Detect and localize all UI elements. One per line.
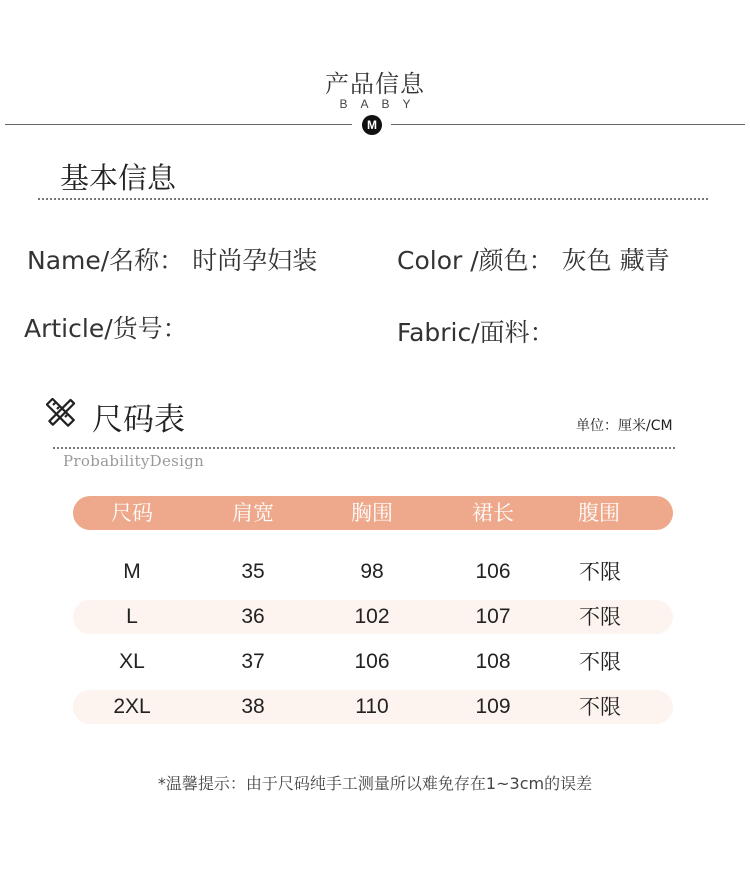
cell-belly: 不限	[579, 560, 621, 584]
col-header-shoulder: 肩宽	[232, 501, 274, 525]
ruler-pencil-icon	[46, 398, 76, 428]
size-table-header	[73, 496, 673, 530]
fabric-field	[397, 313, 555, 349]
col-header-length: 裙长	[472, 501, 514, 525]
color-field	[397, 241, 670, 277]
cell-belly: 不限	[579, 650, 621, 674]
name-value: 时尚孕妇装	[192, 246, 318, 275]
cell-bust: 98	[360, 560, 384, 583]
cell-shoulder: 37	[241, 650, 265, 673]
cell-length: 106	[475, 560, 511, 583]
article-label: Article/货号：	[24, 314, 188, 343]
cell-length: 109	[475, 695, 511, 718]
fabric-label: Fabric/面料：	[397, 318, 555, 347]
brand-subtitle: BABY	[339, 97, 424, 111]
col-header-bust: 胸围	[351, 501, 393, 525]
cell-shoulder: 38	[241, 695, 265, 718]
divider-right	[391, 124, 745, 125]
name-label: Name/名称：	[27, 246, 185, 275]
dotted-divider	[53, 447, 675, 449]
cell-belly: 不限	[579, 605, 621, 629]
cell-bust: 106	[354, 650, 390, 673]
dotted-divider	[38, 198, 708, 200]
color-value: 灰色 藏青	[561, 246, 670, 275]
divider-left	[5, 124, 352, 125]
cell-bust: 110	[355, 695, 389, 718]
cell-size: L	[126, 605, 138, 628]
size-chart-title: 尺码表	[92, 402, 185, 438]
brand-badge-icon: M	[362, 115, 382, 135]
section-title-product-info: 产品信息	[325, 70, 425, 98]
basic-info-title: 基本信息	[60, 161, 177, 195]
cell-belly: 不限	[579, 695, 621, 719]
unit-label: 单位：厘米/CM	[576, 418, 673, 434]
cell-shoulder: 36	[241, 605, 265, 628]
cell-length: 107	[475, 605, 511, 628]
col-header-belly: 腹围	[578, 501, 620, 525]
cell-shoulder: 35	[241, 560, 265, 583]
article-field	[24, 309, 188, 345]
cell-size: M	[123, 560, 141, 583]
name-field	[27, 241, 317, 277]
cell-size: 2XL	[113, 695, 151, 718]
cell-size: XL	[119, 650, 145, 673]
cell-bust: 102	[354, 605, 390, 628]
cell-length: 108	[475, 650, 511, 673]
color-label: Color /颜色：	[397, 246, 554, 275]
col-header-size: 尺码	[111, 501, 153, 525]
measurement-note: *温馨提示：由于尺码纯手工测量所以难免存在1~3cm的误差	[157, 774, 593, 793]
watermark-text: ProbabilityDesign	[63, 452, 205, 470]
